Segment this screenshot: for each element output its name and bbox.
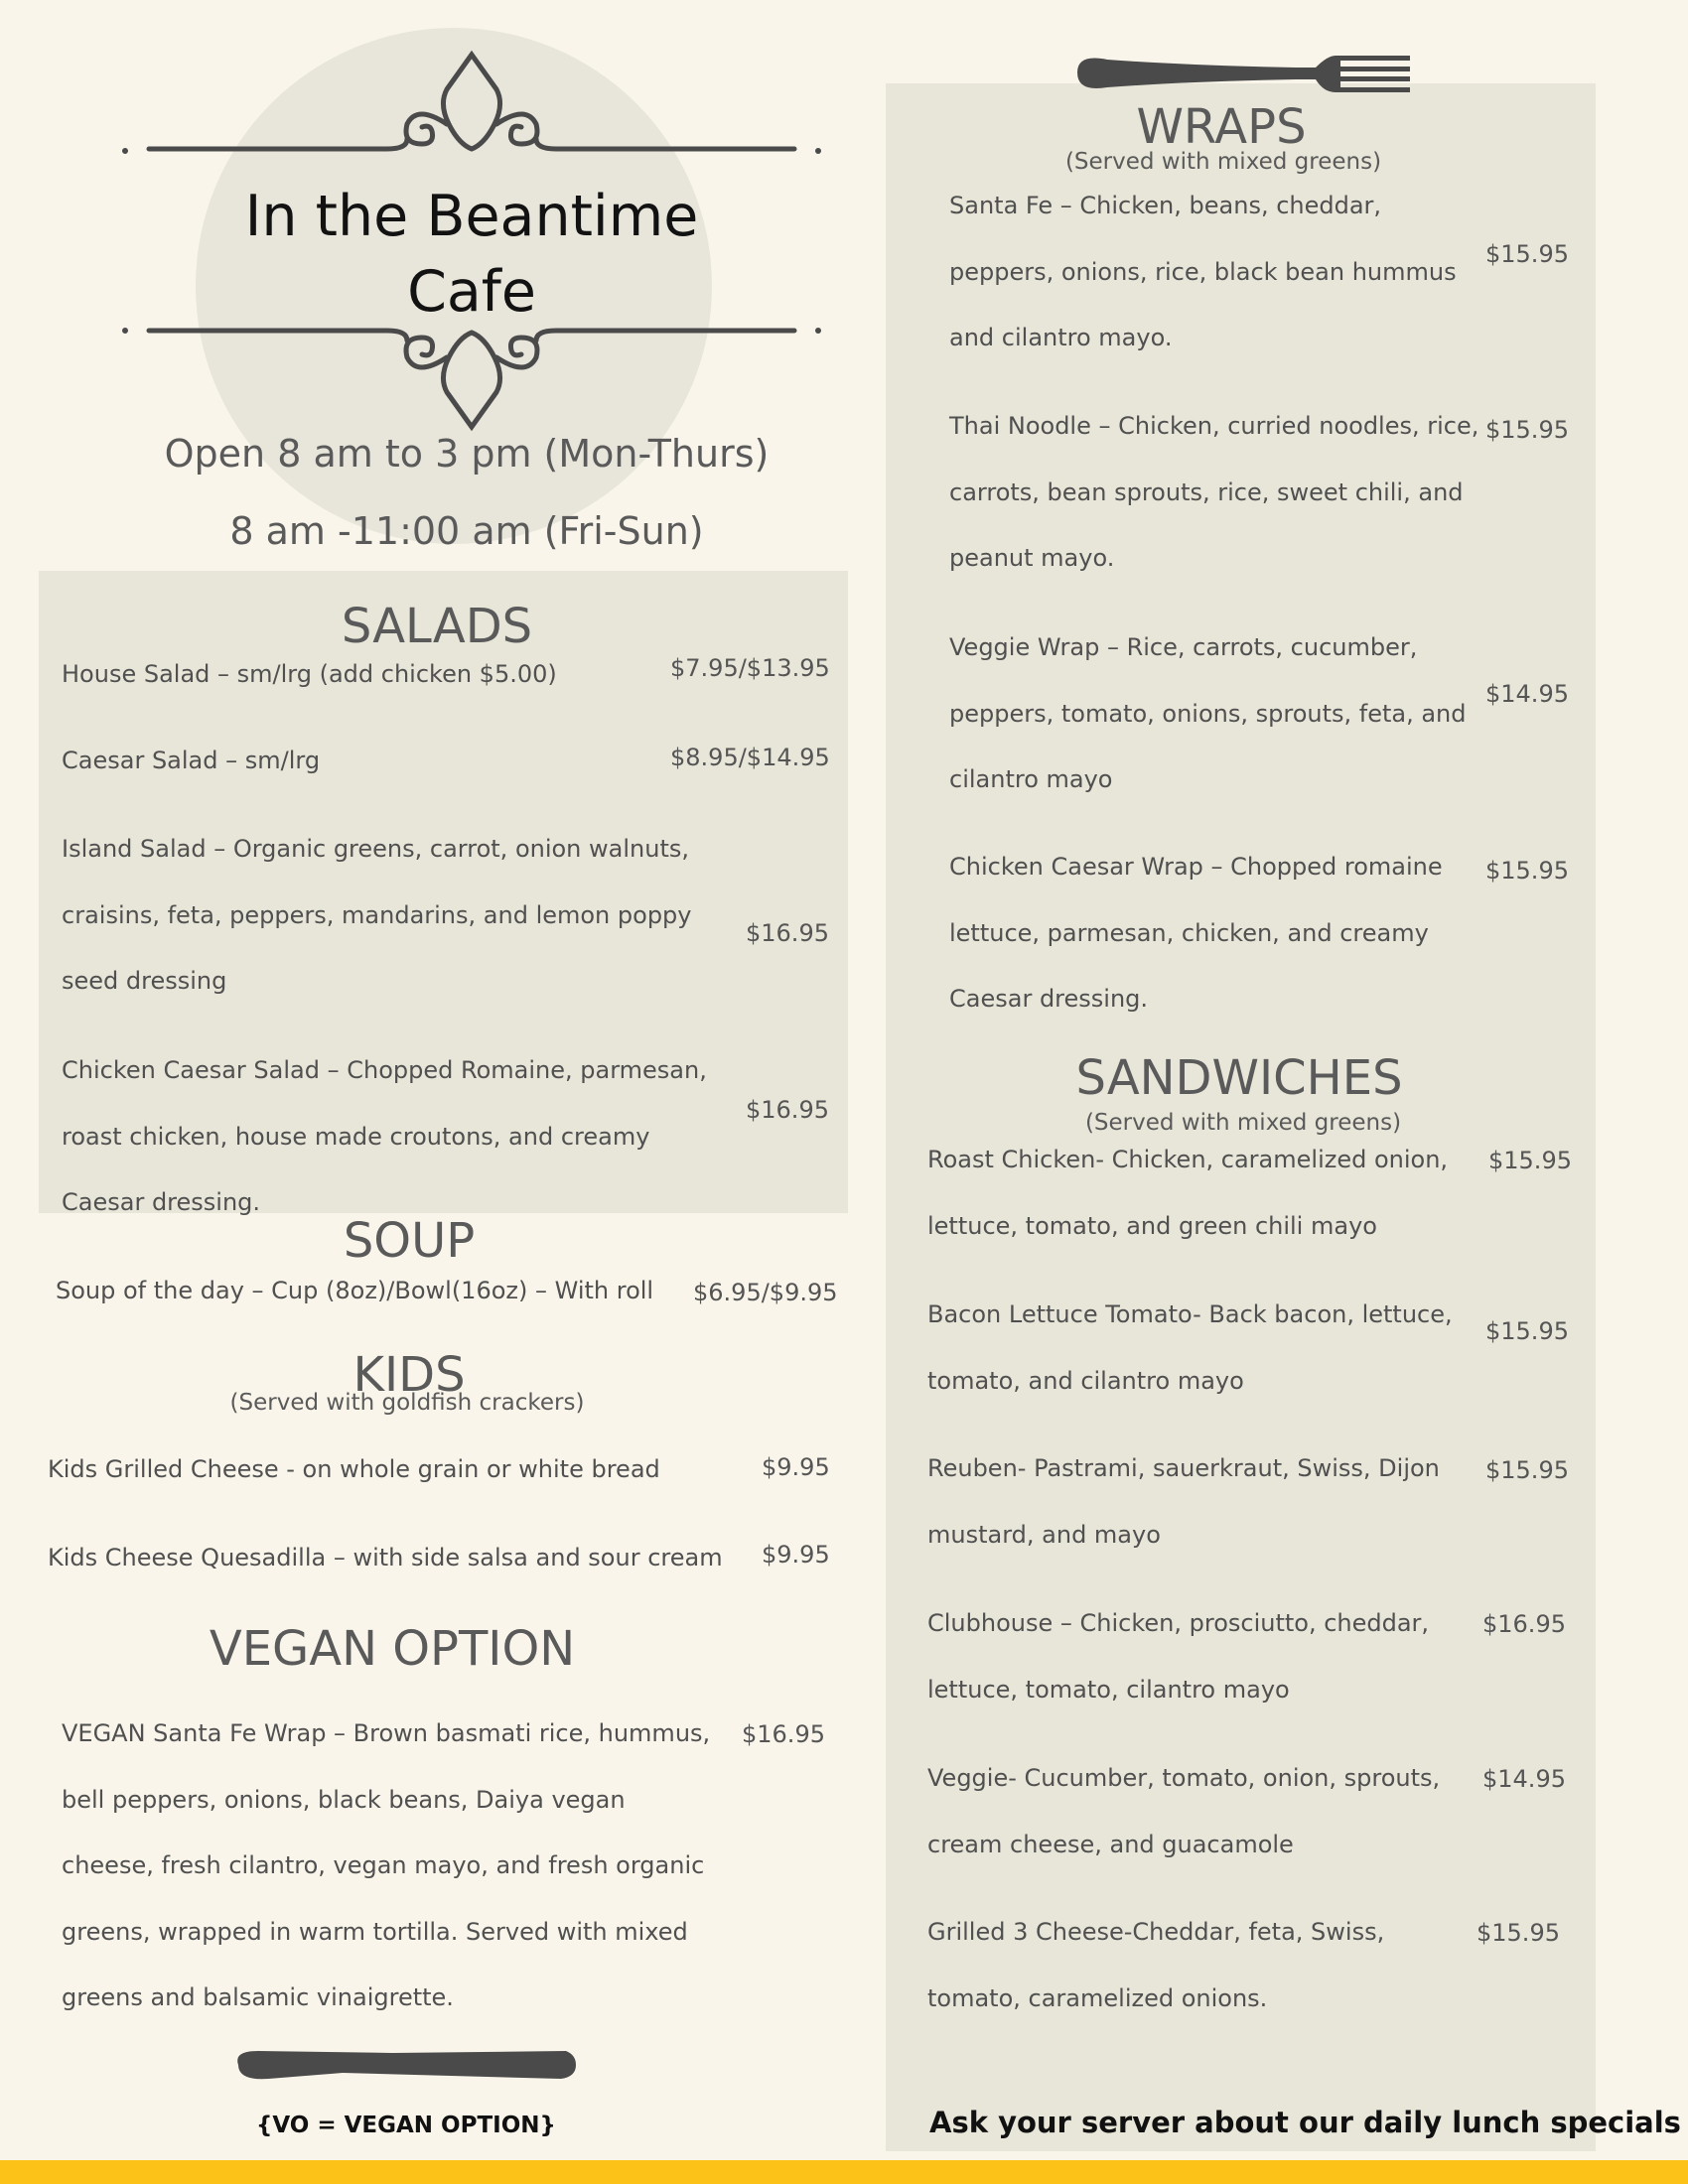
menu-price: $6.95/$9.95 — [693, 1279, 838, 1306]
menu-price: $15.95 — [1485, 416, 1569, 444]
menu-price: $16.95 — [746, 1096, 829, 1124]
flourish-top-icon — [119, 50, 824, 164]
kids-heading: KIDS — [352, 1347, 466, 1403]
menu-item: Roast Chicken- Chicken, caramelized onion, lettuce, tomato, and green chili mayo — [927, 1146, 1449, 1240]
menu-price: $15.95 — [1488, 1147, 1572, 1174]
menu-item: Caesar Salad – sm/lrg — [62, 747, 321, 774]
menu-price: $8.95/$14.95 — [670, 744, 830, 771]
menu-price: $16.95 — [1482, 1610, 1566, 1638]
menu-price: $14.95 — [1482, 1765, 1566, 1793]
salads-heading: SALADS — [341, 599, 533, 654]
flourish-bottom-icon — [119, 318, 824, 432]
menu-item: Kids Cheese Quesadilla – with side salsa and sour cream — [48, 1544, 723, 1571]
menu-price: $14.95 — [1485, 680, 1569, 708]
menu-item: Veggie Wrap – Rice, carrots, cucumber, peppers, tomato, onions, sprouts, feta, and cilantro mayo — [949, 633, 1467, 793]
menu-item: Chicken Caesar Salad – Chopped Romaine, parmesan, roast chicken, house made croutons, and creamy Caesar dressing. — [62, 1056, 707, 1216]
sandwiches-subheading: (Served with mixed greens) — [1084, 1110, 1402, 1136]
accent-bar — [0, 2160, 1688, 2184]
menu-price: $16.95 — [746, 919, 829, 947]
menu-price: $9.95 — [762, 1541, 830, 1569]
menu-price: $15.95 — [1485, 1317, 1569, 1345]
cafe-title: In the Beantime Cafe — [244, 184, 699, 325]
menu-item: VEGAN Santa Fe Wrap – Brown basmati rice, hummus, bell peppers, onions, black beans, Daiya vegan cheese, fresh cilantro, vegan mayo, and fresh organic greens, wrapped in warm tortilla. Served with mixed greens and balsamic vinaigrette. — [62, 1719, 711, 2011]
menu-item: Island Salad – Organic greens, carrot, onion walnuts, craisins, feta, peppers, mandarins, and lemon poppy seed dressing — [62, 835, 692, 995]
fork-icon — [1067, 48, 1410, 97]
wraps-heading: WRAPS — [1136, 99, 1307, 155]
daily-specials-note: Ask your server about our daily lunch specials — [929, 2106, 1681, 2139]
menu-item: Kids Grilled Cheese - on whole grain or white bread — [48, 1455, 660, 1483]
menu-price: $9.95 — [762, 1453, 830, 1481]
menu-price: $7.95/$13.95 — [670, 654, 830, 682]
hours-weekend: 8 am -11:00 am (Fri-Sun) — [229, 509, 704, 553]
menu-price: $15.95 — [1477, 1919, 1560, 1947]
knife-icon — [233, 2045, 576, 2085]
menu-item: House Salad – sm/lrg (add chicken $5.00) — [62, 660, 557, 688]
vegan-heading: VEGAN OPTION — [209, 1621, 576, 1677]
menu-item: Chicken Caesar Wrap – Chopped romaine lettuce, parmesan, chicken, and creamy Caesar dressing. — [949, 853, 1443, 1013]
menu-item: Veggie- Cucumber, tomato, onion, sprouts, cream cheese, and guacamole — [927, 1764, 1441, 1858]
menu-price: $15.95 — [1485, 240, 1569, 268]
menu-price: $15.95 — [1485, 1456, 1569, 1484]
vegan-option-note: {VO = VEGAN OPTION} — [256, 2113, 556, 2138]
menu-price: $16.95 — [742, 1720, 825, 1748]
menu-item: Reuben- Pastrami, sauerkraut, Swiss, Dijon mustard, and mayo — [927, 1454, 1440, 1549]
menu-item: Soup of the day – Cup (8oz)/Bowl(16oz) – With roll — [56, 1277, 654, 1304]
menu-price: $15.95 — [1485, 857, 1569, 885]
menu-item: Thai Noodle – Chicken, curried noodles, rice, carrots, bean sprouts, rice, sweet chili, and peanut mayo. — [949, 412, 1479, 572]
wraps-subheading: (Served with mixed greens) — [1064, 149, 1382, 175]
soup-heading: SOUP — [343, 1213, 476, 1269]
menu-item: Santa Fe – Chicken, beans, cheddar, peppers, onions, rice, black bean hummus and cilantro mayo. — [949, 192, 1457, 351]
menu-item: Bacon Lettuce Tomato- Back bacon, lettuce, tomato, and cilantro mayo — [927, 1300, 1453, 1395]
menu-item: Grilled 3 Cheese-Cheddar, feta, Swiss, tomato, caramelized onions. — [927, 1918, 1385, 2012]
menu-item: Clubhouse – Chicken, prosciutto, cheddar, lettuce, tomato, cilantro mayo — [927, 1609, 1430, 1704]
sandwiches-heading: SANDWICHES — [1075, 1050, 1403, 1106]
kids-subheading: (Served with goldfish crackers) — [229, 1390, 585, 1416]
hours-weekday: Open 8 am to 3 pm (Mon-Thurs) — [164, 432, 770, 476]
